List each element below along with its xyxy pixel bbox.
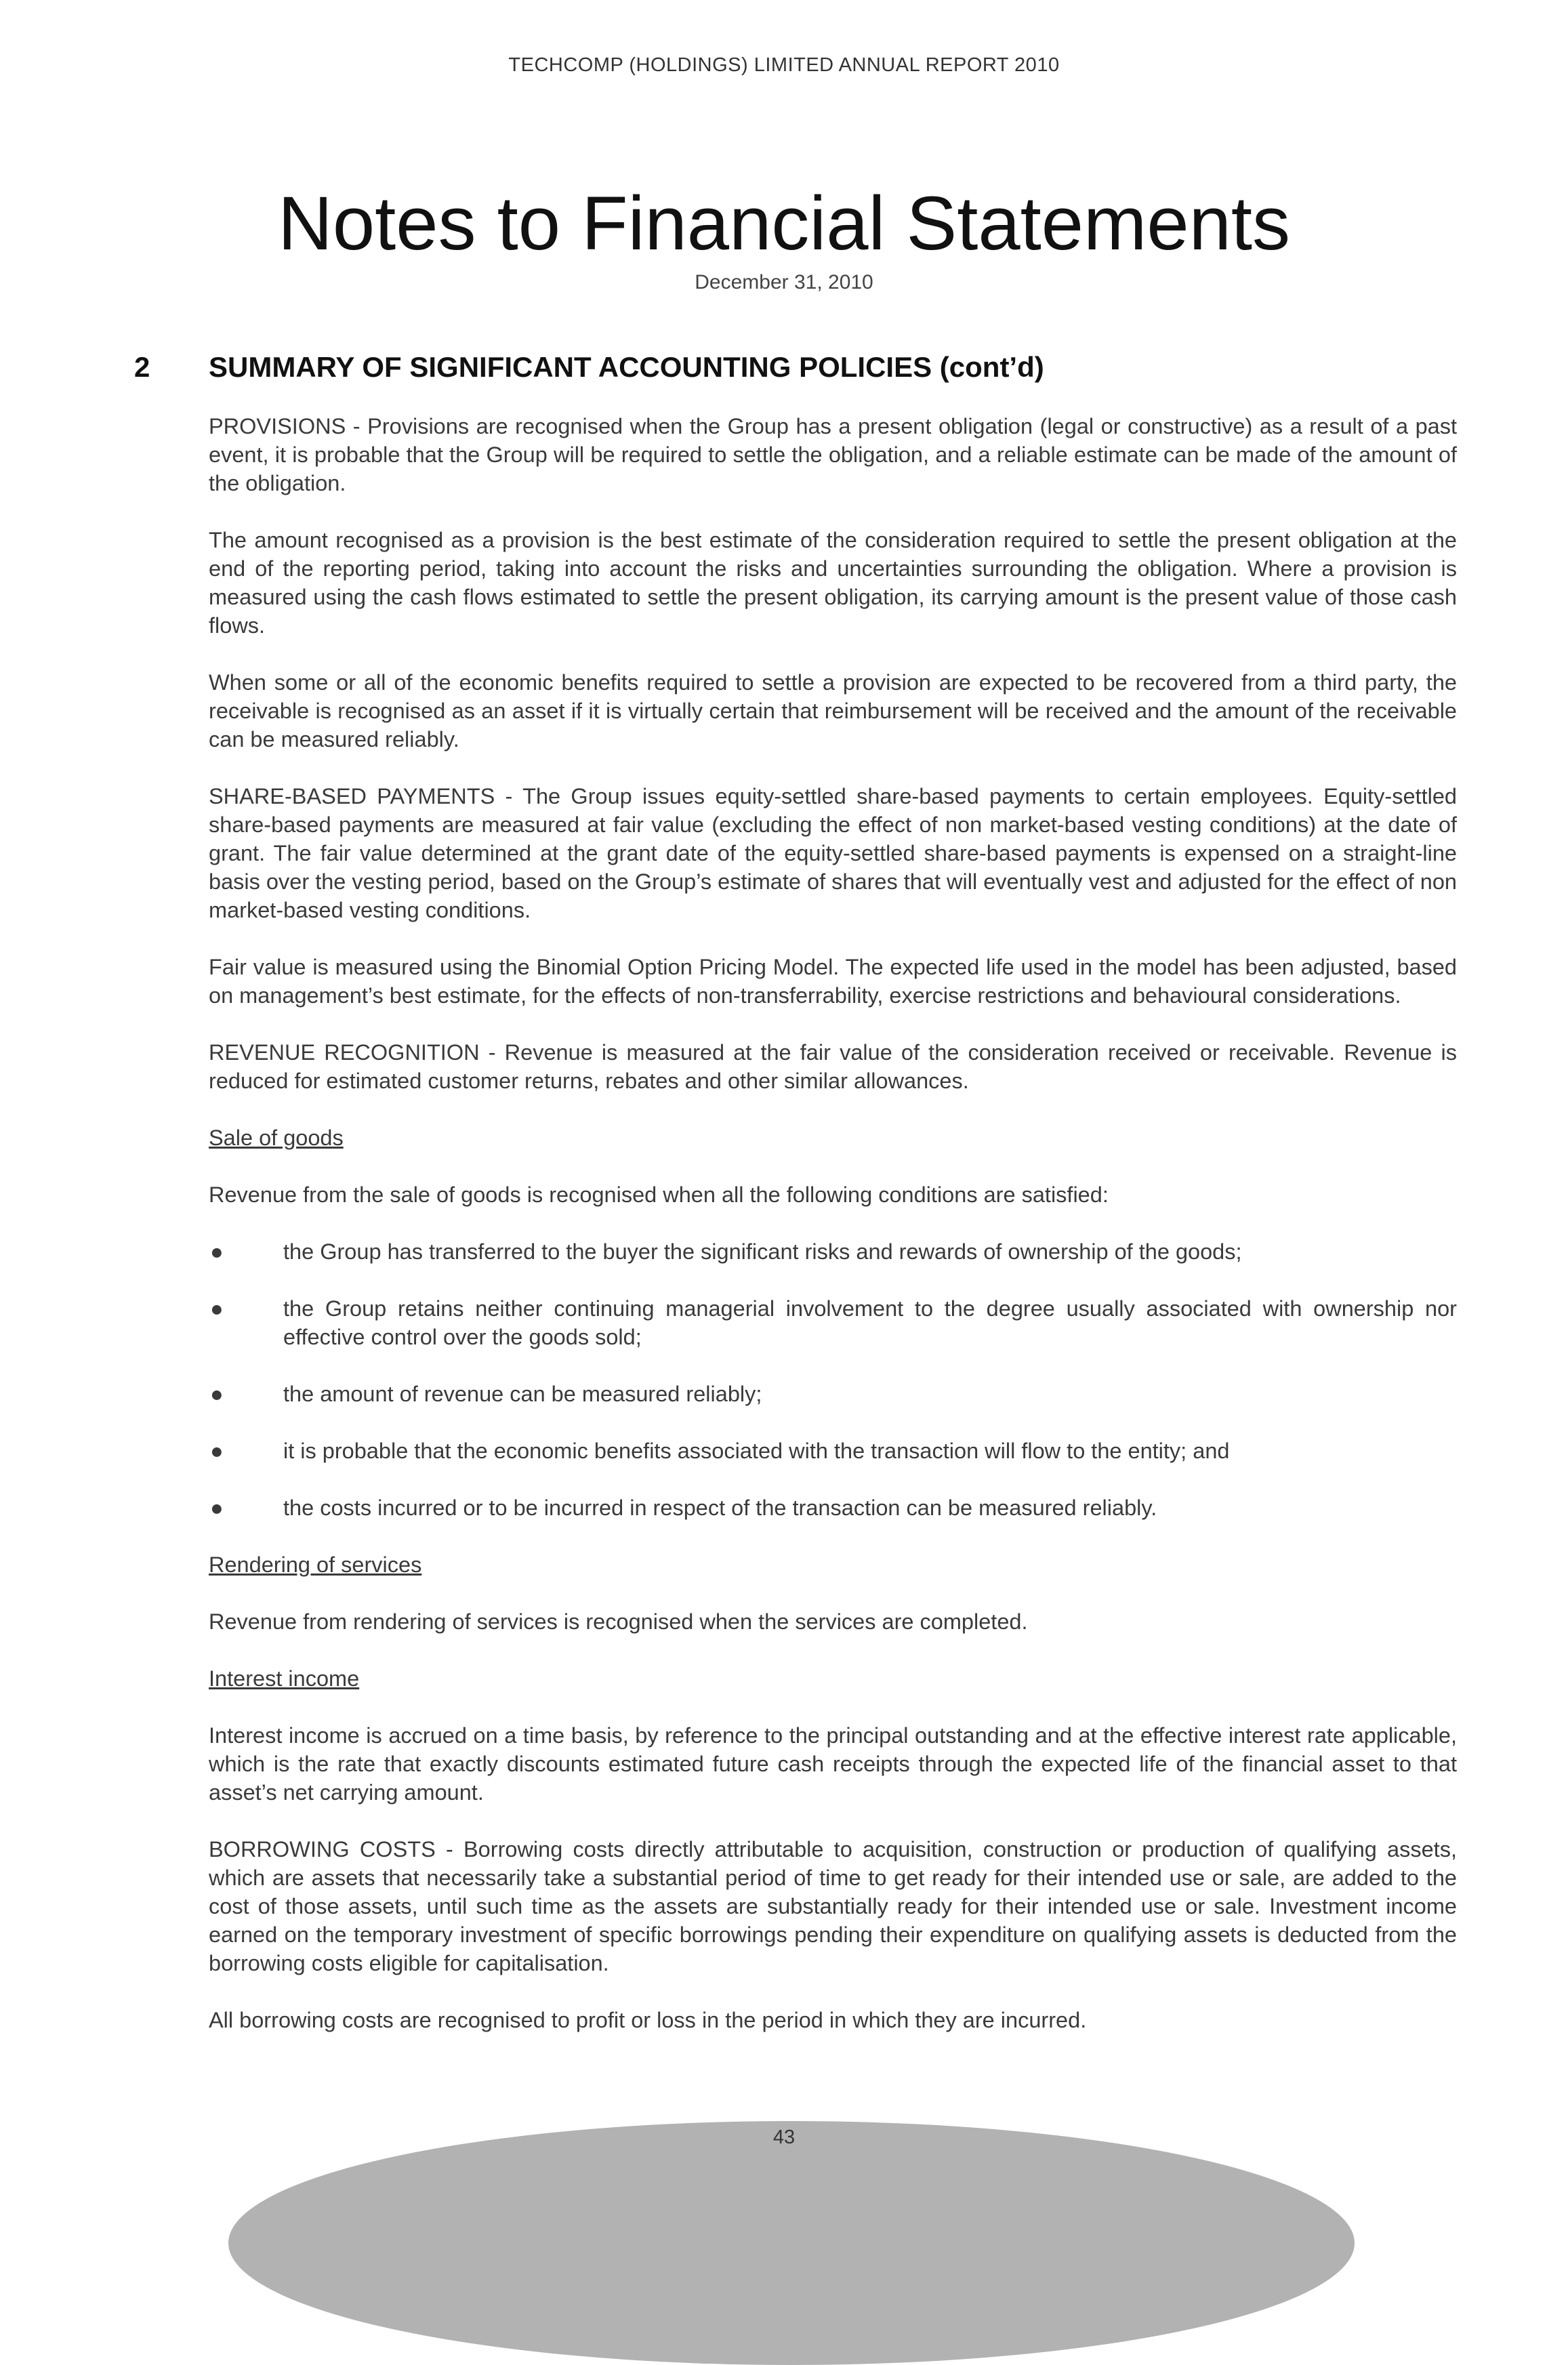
page-title: Notes to Financial Statements [277,181,1291,266]
bullet-icon: ● [210,1382,224,1406]
bullet-icon: ● [210,1496,224,1520]
list-item [209,1380,1457,1408]
list-item [209,1237,1457,1266]
list-item [209,1294,1457,1351]
footer-decoration [228,2121,1355,2365]
bullet-icon: ● [210,1439,224,1463]
paragraph-borrowing-costs: BORROWING COSTS - Borrowing costs directly attributable to acquisition, construction or production of qualifying assets, which are assets that necessarily take a substantial period of time to get ready for their intended use or sale, are added to the cost of those assets, until such time as the assets are substantially ready for their intended use or sale. Investment income earned on the temporary investment of specific borrowings pending their expenditure on qualifying assets is deducted from the borrowing costs eligible for capitalisation. [209,1837,1457,1975]
paragraph-revenue-recognition: REVENUE RECOGNITION - Revenue is measured at the fair value of the consideration received or receivable. Revenue is reduced for estimated customer returns, rebates and other similar allowances. [209,1040,1457,1093]
page-number: 43 [772,2126,796,2148]
paragraph-rendering-of-services: Revenue from rendering of services is recognised when the services are completed. [209,1609,1028,1634]
paragraph-reimbursement: When some or all of the economic benefits required to settle a provision are expected to be recovered from a third party, the receivable is recognised as an asset if it is virtually certain that reimbursement will be received and the amount of the receivable can be measured reliably. [209,670,1457,752]
list-item [209,1494,1457,1522]
subheading-sale-of-goods: Sale of goods [209,1126,344,1150]
list-item-text: the costs incurred or to be incurred in respect of the transaction can be measured reliably. [283,1496,1157,1520]
paragraph-provisions: PROVISIONS - Provisions are recognised when the Group has a present obligation (legal or constructive) as a result of a past event, it is probable that the Group will be required to settle the obligation, and a reliable estimate can be made of the amount of the obligation. [209,414,1457,495]
section-title: SUMMARY OF SIGNIFICANT ACCOUNTING POLICIES (cont’d) [209,351,1044,383]
subheading-rendering-of-services: Rendering of services [209,1552,422,1577]
running-header: TECHCOMP (HOLDINGS) LIMITED ANNUAL REPORT 2010 [508,54,1060,76]
page-date: December 31, 2010 [695,271,873,293]
paragraph-interest-income: Interest income is accrued on a time basis, by reference to the principal outstanding and at the effective interest rate applicable, which is the rate that exactly discounts estimated future cash receipts through the expected life of the financial asset to that asset’s net carrying amount. [209,1723,1457,1805]
list-item-text: the amount of revenue can be measured reliably; [283,1382,762,1406]
section-heading [134,351,1456,384]
list-item-text: the Group retains neither continuing managerial involvement to the degree usually associated with ownership nor effective control over the goods sold; [283,1296,1457,1349]
body-text [209,412,1457,2063]
subheading-interest-income: Interest income [209,1666,360,1691]
section-number: 2 [134,351,150,383]
paragraph-share-based-payments: SHARE-BASED PAYMENTS - The Group issues equity-settled share-based payments to certain employees. Equity-settled share-based payments are measured at fair value (excluding the effect of non market-based vesting conditions) at the date of grant. The fair value determined at the grant date of the equity-settled share-based payments is expensed on a straight-line basis over the vesting period, based on the Group’s estimate of shares that will eventually vest and adjusted for the effect of non market-based vesting conditions. [209,784,1457,922]
paragraph-sale-of-goods: Revenue from the sale of goods is recognised when all the following conditions are satisfied: [209,1182,1109,1207]
list-item-text: the Group has transferred to the buyer the significant risks and rewards of ownership of the goods; [283,1239,1242,1264]
paragraph-provision-amount: The amount recognised as a provision is the best estimate of the consideration required to settle the present obligation at the end of the reporting period, taking into account the risks and uncertainties surrounding the obligation. Where a provision is measured using the cash flows estimated to settle the present obligation, its carrying amount is the present value of those cash flows. [209,528,1457,638]
paragraph-borrowing-costs-recognition: All borrowing costs are recognised to profit or loss in the period in which they are incurred. [209,2008,1087,2032]
list-item [209,1437,1457,1465]
paragraph-fair-value: Fair value is measured using the Binomial Option Pricing Model. The expected life used in the model has been adjusted, based on management’s best estimate, for the effects of non-transferrability, exercise restrictions and behavioural considerations. [209,955,1457,1008]
list-item-text: it is probable that the economic benefits associated with the transaction will flow to the entity; and [283,1439,1230,1463]
bullet-icon: ● [210,1296,224,1321]
bullet-icon: ● [210,1239,224,1264]
